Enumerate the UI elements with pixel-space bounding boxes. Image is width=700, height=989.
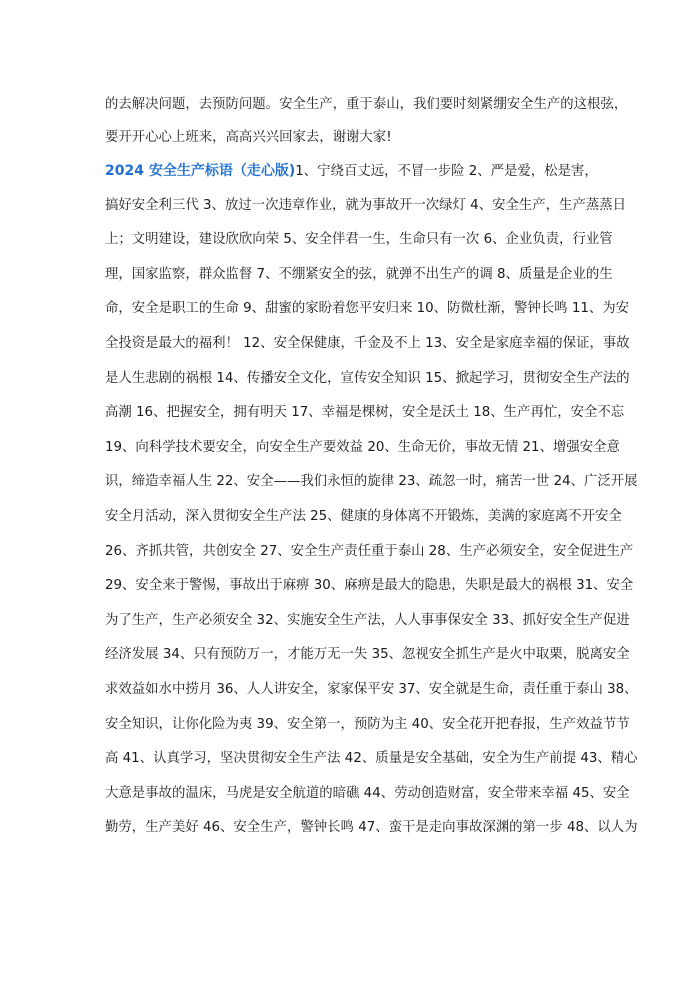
body-line: 理，国家监察，群众监督 7、不绷紧安全的弦，就弹不出生产的调 8、质量是企业的生 [105,266,613,282]
body-line: 经济发展 34、只有预防万一，才能万无一失 35、忽视安全抓生产是火中取栗，脱离安全 [105,647,630,663]
body-line: 命，安全是职工的生命 9、甜蜜的家盼着您平安归来 10、防微杜渐，警钟长鸣 11、为安 [105,301,630,317]
body-line: 是人生悲剧的祸根 14、传播安全文化，宣传安全知识 15、掀起学习，贯彻安全生产法的 [105,370,630,386]
body-line: 搞好安全利三代 3、放过一次违章作业，就为事故开一次绿灯 4、安全生产，生产蒸蒸日 [105,197,627,213]
section-first-line [105,154,600,189]
intro-line-1: 的去解决问题，去预防问题。安全生产，重于泰山，我们要时刻紧绷安全生产的这根弦， [105,97,628,112]
document-body [105,88,638,846]
body-line: 全投资是最大的福利！ 12、安全保健康，千金及不上 13、安全是家庭幸福的保证，事故 [105,335,630,351]
body-line: 为了生产，生产必须安全 32、实施安全生产法，人人事事保安全 33、抓好安全生产促进 [105,612,630,628]
body-line: 19、向科学技术要安全，向安全生产要效益 20、生命无价，事故无情 21、增强安全意 [105,439,620,455]
body-line: 26、齐抓共管，共创安全 27、安全生产责任重于泰山 28、生产必须安全，安全促进生产 [105,543,634,559]
body-line: 大意是事故的温床，马虎是安全航道的暗礁 44、劳动创造财富，安全带来幸福 45、安全 [105,785,630,801]
intro-line-2: 要开开心心上班来，高高兴兴回家去，谢谢大家! [105,130,392,145]
body-line: 上；文明建设，建设欣欣向荣 5、安全伴君一生，生命只有一次 6、企业负责，行业管 [105,232,613,248]
body-line: 求效益如水中捞月 36、人人讲安全，家家保平安 37、安全就是生命，责任重于泰山 38、 [105,681,638,697]
body-line: 识，缔造幸福人生 22、安全——我们永恒的旋律 23、疏忽一时，痛苦一世 24、广泛开展 [105,474,638,490]
body-line: 29、安全来于警惕，事故出于麻痹 30、麻痹是最大的隐患，失职是最大的祸根 31、安全 [105,578,634,594]
body-line: 高 41、认真学习，坚决贯彻安全生产法 42、质量是安全基础，安全为生产前提 43、精心 [105,751,638,767]
section-first-line-text: 1、宁绕百丈远，不冒一步险 2、严是爱，松是害， [295,164,598,179]
body-line: 勤劳，生产美好 46、安全生产，警钟长鸣 47、蛮干是走向事故深渊的第一步 48、以人为 [105,820,638,836]
body-line: 安全知识，让你化险为夷 39、安全第一，预防为主 40、安全花开把春报，生产效益节节 [105,716,630,732]
body-line: 安全月活动，深入贯彻安全生产法 25、健康的身体离不开锻炼，美满的家庭离不开安全 [105,508,622,524]
body-line: 高潮 16、把握安全，拥有明天 17、幸福是棵树，安全是沃土 18、生产再忙，安全不忘 [105,405,625,421]
section-heading: 2024 安全生产标语（走心版) [105,163,296,179]
